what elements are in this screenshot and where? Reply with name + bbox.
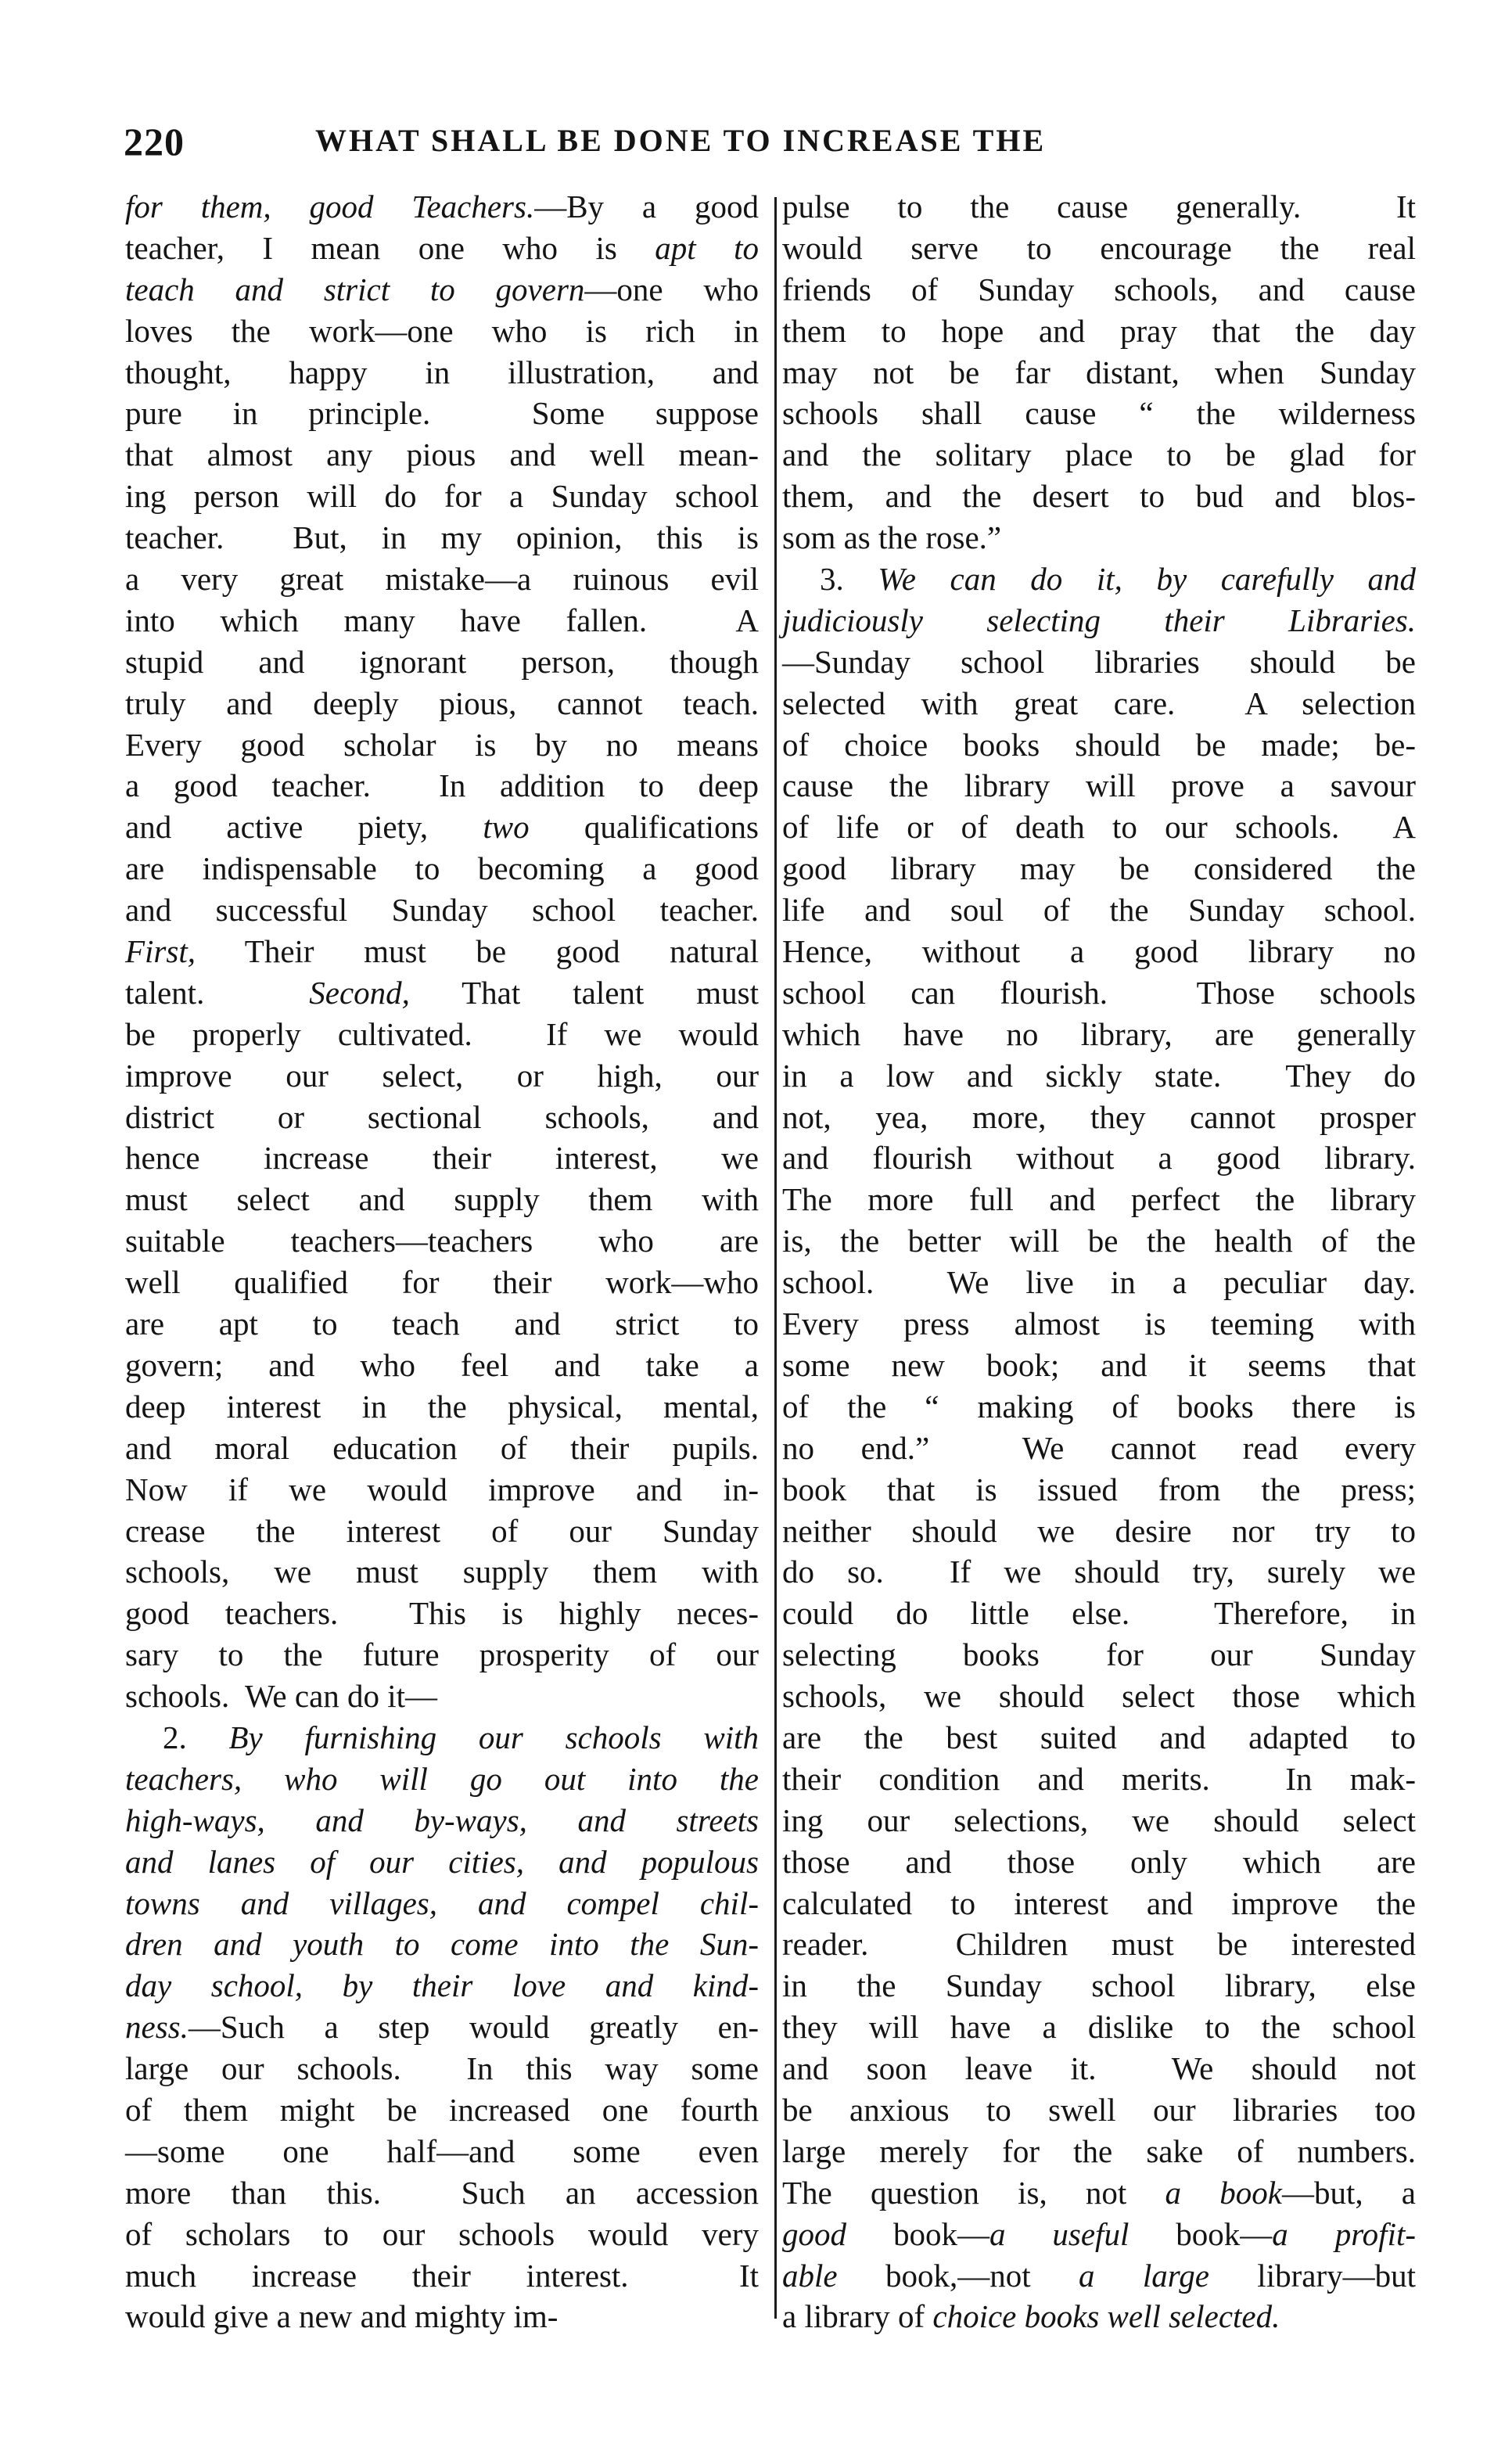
text-run: reader. Children must be interested <box>782 1926 1416 1963</box>
italic-text: Second, <box>309 974 410 1011</box>
text-run: be anxious to swell our libraries too <box>782 2091 1416 2128</box>
text-run: they will have a dislike to the school <box>782 2009 1416 2046</box>
italic-text: good <box>782 2215 846 2252</box>
italic-text: teachers, who will go out into the <box>125 1760 759 1797</box>
text-run: book that is issued from the press; <box>782 1471 1416 1507</box>
text-run: a good teacher. In addition to deep <box>125 767 759 804</box>
text-line <box>125 683 759 724</box>
text-line <box>782 1800 1416 1841</box>
italic-text: a large <box>1079 2257 1209 2294</box>
italic-text: By furnishing our schools with <box>228 1719 759 1755</box>
italic-text: dren and youth to come into the Sun- <box>125 1926 759 1963</box>
text-run: some new book; and it seems that <box>782 1346 1416 1383</box>
text-line <box>125 889 759 931</box>
text-line <box>782 683 1416 724</box>
text-run: 3. <box>820 561 878 598</box>
text-line <box>782 2172 1416 2214</box>
text-run: into which many have fallen. A <box>125 602 759 638</box>
text-line <box>782 600 1416 641</box>
text-line <box>125 2172 759 2214</box>
text-run: stupid and ignorant person, though <box>125 643 759 680</box>
italic-text: for them, good Teachers. <box>125 189 535 225</box>
text-run: large merely for the sake of numbers. <box>782 2132 1416 2169</box>
text-run: teacher, I mean one who is <box>125 229 655 266</box>
text-line <box>782 269 1416 311</box>
text-run: Every press almost is teeming with <box>782 1306 1416 1342</box>
text-line <box>125 1883 759 1924</box>
text-run: talent. <box>125 974 310 1011</box>
italic-text: day school, by their love and kind- <box>125 1967 759 2004</box>
text-run: suitable teachers—teachers who are <box>125 1223 759 1259</box>
text-line <box>125 1137 759 1179</box>
text-run: them to hope and pray that the day <box>782 312 1416 349</box>
text-line <box>125 186 759 228</box>
text-run: that almost any pious and well mean- <box>125 437 759 473</box>
text-run: do so. If we should try, surely we <box>782 1554 1416 1590</box>
text-run: in the Sunday school library, else <box>782 1967 1416 2004</box>
italic-text: a useful <box>989 2215 1130 2252</box>
italic-text: towns and villages, and compel chil- <box>125 1884 759 1921</box>
text-run: and the solitary place to be glad for <box>782 437 1416 473</box>
right-column <box>782 186 1416 2337</box>
text-line <box>125 1469 759 1511</box>
text-run: schools. We can do it— <box>125 1678 438 1715</box>
text-line <box>782 1551 1416 1593</box>
text-line <box>125 848 759 889</box>
text-line <box>782 434 1416 476</box>
text-line <box>125 1097 759 1138</box>
text-line <box>125 2131 759 2172</box>
text-run: som as the rose.” <box>782 519 1002 556</box>
text-line <box>782 889 1416 931</box>
text-line <box>125 1551 759 1593</box>
text-line <box>125 1220 759 1262</box>
text-run: pure in principle. Some suppose <box>125 395 759 432</box>
text-run: deep interest in the physical, mental, <box>125 1388 759 1424</box>
text-run: their condition and merits. In mak- <box>782 1760 1416 1797</box>
text-line <box>125 1676 759 1717</box>
text-run: which have no library, are generally <box>782 1015 1416 1052</box>
text-run: The more full and perfect the library <box>782 1181 1416 1218</box>
text-line <box>782 724 1416 766</box>
text-line <box>782 1717 1416 1759</box>
text-line <box>125 1179 759 1220</box>
text-run: of them might be increased one fourth <box>125 2091 759 2128</box>
text-run: improve our select, or high, our <box>125 1057 759 1094</box>
text-line <box>125 807 759 848</box>
text-run: teacher. But, in my opinion, this is <box>125 519 759 556</box>
italic-text: apt to <box>655 229 759 266</box>
text-line <box>782 1386 1416 1428</box>
text-run: sary to the future prosperity of our <box>125 1636 759 1673</box>
text-line <box>125 1924 759 1965</box>
text-run: more than this. Such an accession <box>125 2174 759 2211</box>
text-run: much increase their interest. It <box>125 2257 759 2294</box>
text-run: book— <box>1129 2215 1273 2252</box>
italic-text: two <box>483 809 530 846</box>
text-line <box>782 1924 1416 1965</box>
text-line <box>782 2089 1416 2131</box>
text-run: of life or of death to our schools. A <box>782 809 1416 846</box>
text-line <box>125 1800 759 1841</box>
text-run: Hence, without a good library no <box>782 933 1416 970</box>
text-line <box>125 765 759 807</box>
text-line <box>782 1469 1416 1511</box>
text-run: be properly cultivated. If we would <box>125 1015 759 1052</box>
text-line <box>125 641 759 683</box>
page-header <box>124 111 1414 166</box>
text-line <box>125 434 759 476</box>
text-run: them, and the desert to bud and blos- <box>782 478 1416 515</box>
text-line <box>782 1014 1416 1055</box>
text-run: The question is, not <box>782 2174 1165 2211</box>
text-run: are indispensable to becoming a good <box>125 850 759 887</box>
text-line <box>782 311 1416 352</box>
text-run: loves the work—one who is rich in <box>125 312 759 349</box>
text-line <box>125 2296 759 2337</box>
text-line <box>125 1759 759 1800</box>
text-line <box>782 765 1416 807</box>
text-run: of scholars to our schools would very <box>125 2215 759 2252</box>
italic-text: and lanes of our cities, and populous <box>125 1843 759 1880</box>
text-run: —one who <box>584 271 760 307</box>
text-line <box>782 1883 1416 1924</box>
text-run: selected with great care. A selection <box>782 684 1416 721</box>
text-line <box>125 352 759 393</box>
text-run: calculated to interest and improve the <box>782 1884 1416 1921</box>
text-line <box>125 1511 759 1552</box>
text-run: crease the interest of our Sunday <box>125 1512 759 1549</box>
text-run: good teachers. This is highly neces- <box>125 1595 759 1632</box>
text-run: —but, a <box>1281 2174 1417 2211</box>
text-run: —some one half—and some even <box>125 2132 759 2169</box>
italic-text: high-ways, and by-ways, and streets <box>125 1802 759 1838</box>
text-line <box>125 2006 759 2048</box>
text-line <box>782 2255 1416 2297</box>
text-line <box>125 1345 759 1386</box>
text-line <box>782 1634 1416 1676</box>
text-line <box>125 1593 759 1634</box>
text-line <box>782 186 1416 228</box>
text-line <box>782 2006 1416 2048</box>
text-run: would serve to encourage the real <box>782 229 1416 266</box>
italic-text: judiciously selecting their Libraries. <box>782 602 1416 638</box>
text-run: govern; and who feel and take a <box>125 1346 759 1383</box>
text-run: school. We live in a peculiar day. <box>782 1264 1416 1301</box>
text-line <box>125 1014 759 1055</box>
text-line <box>782 972 1416 1014</box>
text-line <box>782 1965 1416 2006</box>
text-line <box>125 311 759 352</box>
text-line <box>782 641 1416 683</box>
text-run: cause the library will prove a savour <box>782 767 1416 804</box>
text-line <box>782 559 1416 600</box>
text-run: schools, we should select those which <box>782 1678 1416 1715</box>
text-run: may not be far distant, when Sunday <box>782 354 1416 390</box>
text-line <box>125 559 759 600</box>
text-run: 2. <box>163 1719 229 1755</box>
text-run: well qualified for their work—who <box>125 1264 759 1301</box>
text-run: must select and supply them with <box>125 1181 759 1218</box>
italic-text: ness. <box>125 2009 189 2046</box>
text-run: That talent must <box>409 974 759 1011</box>
text-run: life and soul of the Sunday school. <box>782 892 1416 929</box>
text-run: —By a good <box>534 189 759 225</box>
text-run: those and those only which are <box>782 1843 1416 1880</box>
text-run: district or sectional schools, and <box>125 1098 759 1135</box>
text-line <box>125 2214 759 2255</box>
text-line <box>782 1137 1416 1179</box>
text-line <box>125 1634 759 1676</box>
text-run: not, yea, more, they cannot prosper <box>782 1098 1416 1135</box>
text-run: a very great mistake—a ruinous evil <box>125 561 759 598</box>
text-line <box>782 1345 1416 1386</box>
text-line <box>782 1262 1416 1303</box>
italic-text: teach and strict to govern <box>125 271 585 307</box>
text-line <box>782 1179 1416 1220</box>
text-line <box>782 2296 1416 2337</box>
text-line <box>782 1676 1416 1717</box>
page-number: 220 <box>124 120 185 163</box>
text-run: pulse to the cause generally. It <box>782 189 1416 225</box>
text-line <box>125 517 759 559</box>
text-line <box>782 228 1416 269</box>
column-divider <box>774 197 777 2319</box>
text-line <box>782 1841 1416 1883</box>
text-run: a library of <box>782 2298 933 2335</box>
text-line <box>782 517 1416 559</box>
text-line <box>782 476 1416 517</box>
text-run: no end.” We cannot read every <box>782 1429 1416 1466</box>
text-line <box>125 269 759 311</box>
text-run: could do little else. Therefore, in <box>782 1595 1416 1632</box>
italic-text: We can do it, by carefully and <box>878 561 1416 598</box>
text-line <box>125 2089 759 2131</box>
text-line <box>125 2048 759 2089</box>
text-line <box>125 2255 759 2297</box>
text-run: good library may be considered the <box>782 850 1416 887</box>
italic-text: a book <box>1165 2174 1282 2211</box>
text-run: friends of Sunday schools, and cause <box>782 271 1416 307</box>
text-run: ing person will do for a Sunday school <box>125 478 759 515</box>
text-run: book— <box>846 2215 989 2252</box>
text-line <box>782 931 1416 972</box>
text-line <box>782 1759 1416 1800</box>
text-run: and soon leave it. We should not <box>782 2050 1416 2087</box>
text-line <box>782 1428 1416 1469</box>
text-line <box>782 2214 1416 2255</box>
text-run: thought, happy in illustration, and <box>125 354 759 390</box>
text-run: of the “ making of books there is <box>782 1388 1416 1424</box>
text-line <box>125 1841 759 1883</box>
text-run: book,—not <box>837 2257 1079 2294</box>
text-run: would give a new and mighty im- <box>125 2298 558 2335</box>
text-run: —Sunday school libraries should be <box>782 643 1416 680</box>
text-line <box>782 807 1416 848</box>
text-line <box>782 1593 1416 1634</box>
text-run: and successful Sunday school teacher. <box>125 892 759 929</box>
text-run: ing our selections, we should select <box>782 1802 1416 1838</box>
text-line <box>782 393 1416 434</box>
text-line <box>782 1303 1416 1345</box>
text-run: Every good scholar is by no means <box>125 726 759 763</box>
text-line <box>782 1055 1416 1097</box>
text-line <box>125 1428 759 1469</box>
running-title: WHAT SHALL BE DONE TO INCREASE THE <box>315 123 1047 158</box>
text-line <box>125 476 759 517</box>
text-run: —Such a step would greatly en- <box>188 2009 759 2046</box>
text-run: and moral education of their pupils. <box>125 1429 759 1466</box>
text-run: Their must be good natural <box>196 933 759 970</box>
text-line <box>782 352 1416 393</box>
text-line <box>125 1717 759 1759</box>
text-run: and active piety, <box>125 809 483 846</box>
text-run: are apt to teach and strict to <box>125 1306 759 1342</box>
text-run: qualifications <box>529 809 759 846</box>
text-run: are the best suited and adapted to <box>782 1719 1416 1755</box>
text-run: and flourish without a good library. <box>782 1140 1416 1177</box>
text-run: is, the better will be the health of the <box>782 1223 1416 1259</box>
text-run: truly and deeply pious, cannot teach. <box>125 684 759 721</box>
text-run: neither should we desire nor try to <box>782 1512 1416 1549</box>
text-line <box>782 1097 1416 1138</box>
text-run: selecting books for our Sunday <box>782 1636 1416 1673</box>
text-line <box>125 972 759 1014</box>
left-column <box>125 186 759 2337</box>
text-run: large our schools. In this way some <box>125 2050 759 2087</box>
text-line <box>782 2131 1416 2172</box>
italic-text: choice books well selected. <box>932 2298 1280 2335</box>
text-line <box>125 600 759 641</box>
italic-text: able <box>782 2257 838 2294</box>
text-line <box>125 1055 759 1097</box>
text-run: library—but <box>1209 2257 1416 2294</box>
text-line <box>782 1511 1416 1552</box>
italic-text: a profit- <box>1272 2215 1417 2252</box>
text-line <box>125 393 759 434</box>
text-line <box>125 1262 759 1303</box>
text-line <box>782 1220 1416 1262</box>
text-run: schools, we must supply them with <box>125 1554 759 1590</box>
text-line <box>125 1965 759 2006</box>
text-run: of choice books should be made; be- <box>782 726 1416 763</box>
text-line <box>125 724 759 766</box>
text-line <box>125 1303 759 1345</box>
text-line <box>125 228 759 269</box>
text-line <box>782 848 1416 889</box>
text-run: hence increase their interest, we <box>125 1140 759 1177</box>
text-run: in a low and sickly state. They do <box>782 1057 1416 1094</box>
text-run: schools shall cause “ the wilderness <box>782 395 1416 432</box>
text-line <box>782 2048 1416 2089</box>
text-run: Now if we would improve and in- <box>125 1471 759 1507</box>
text-line <box>125 931 759 972</box>
text-run: school can flourish. Those schools <box>782 974 1416 1011</box>
italic-text: First, <box>125 933 196 970</box>
text-line <box>125 1386 759 1428</box>
